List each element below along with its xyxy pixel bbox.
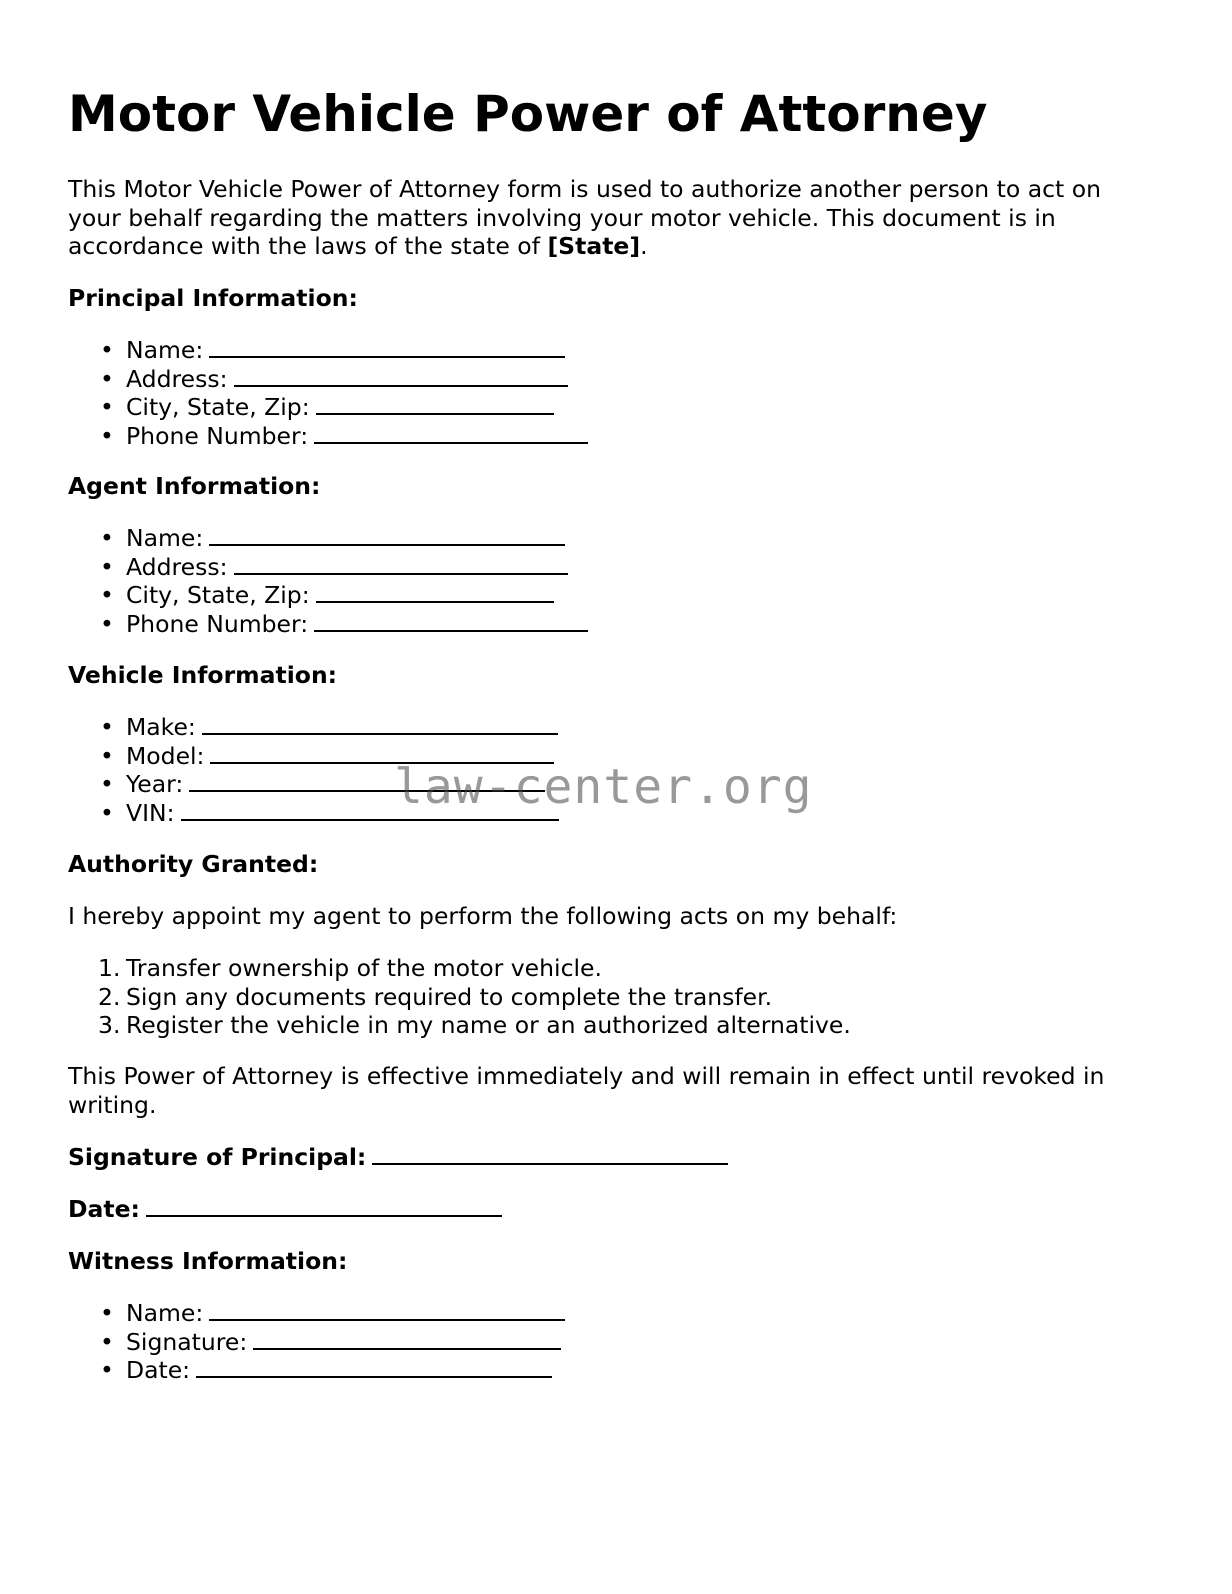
agent-city-state-zip-field[interactable] [68, 581, 588, 610]
effective-statement: This Power of Attorney is effective immediately and will remain in effect until revoked in writing. [68, 1062, 1105, 1119]
blank-line [314, 422, 588, 444]
agent-fields [68, 524, 588, 638]
agent-phone-field[interactable] [68, 610, 588, 639]
principal-signature-line[interactable] [68, 1143, 728, 1172]
field-label: Name: [126, 524, 204, 552]
vehicle-heading: Vehicle Information: [68, 661, 338, 689]
agent-heading: Agent Information: [68, 472, 321, 500]
intro-period: . [640, 232, 648, 260]
principal-phone-field[interactable] [68, 422, 588, 451]
blank-line [202, 713, 558, 735]
principal-name-field[interactable] [68, 336, 588, 365]
witness-signature-field[interactable] [68, 1328, 565, 1357]
agent-address-field[interactable] [68, 553, 588, 582]
date-label: Date: [68, 1195, 140, 1223]
act-text: Sign any documents required to complete the transfer. [126, 982, 773, 1011]
authority-intro: I hereby appoint my agent to perform the following acts on my behalf: [68, 902, 898, 930]
field-label: City, State, Zip: [126, 393, 310, 421]
authority-heading: Authority Granted: [68, 850, 319, 878]
authority-acts-list [68, 954, 851, 1040]
document-title: Motor Vehicle Power of Attorney [68, 85, 988, 143]
principal-address-field[interactable] [68, 365, 588, 394]
intro-paragraph [68, 175, 1148, 261]
principal-fields [68, 336, 588, 450]
blank-line [196, 1356, 552, 1378]
blank-line [146, 1195, 502, 1217]
witness-date-field[interactable] [68, 1356, 565, 1385]
field-label: Model: [126, 741, 205, 770]
field-label: Name: [126, 1299, 204, 1327]
authority-act-item [68, 954, 851, 983]
field-label: Address: [126, 364, 228, 393]
field-label: Address: [126, 552, 228, 581]
blank-line [314, 610, 588, 632]
witness-name-field[interactable] [68, 1299, 565, 1328]
authority-act-item [68, 1011, 851, 1040]
principal-city-state-zip-field[interactable] [68, 393, 588, 422]
blank-line [316, 393, 554, 415]
blank-line [234, 553, 568, 575]
blank-line [234, 365, 568, 387]
blank-line [372, 1143, 728, 1165]
act-text: Transfer ownership of the motor vehicle. [126, 954, 602, 982]
blank-line [316, 581, 554, 603]
field-label: Phone Number: [126, 421, 309, 450]
blank-line [253, 1328, 561, 1350]
agent-name-field[interactable] [68, 524, 588, 553]
authority-act-item [68, 983, 851, 1012]
state-placeholder: [State] [547, 232, 641, 260]
signature-label: Signature of Principal: [68, 1143, 367, 1171]
act-text: Register the vehicle in my name or an authorized alternative. [126, 1011, 851, 1039]
field-label: Name: [126, 336, 204, 364]
field-label: Make: [126, 713, 196, 741]
vehicle-make-field[interactable] [68, 713, 559, 742]
field-label: Date: [126, 1356, 191, 1384]
witness-heading: Witness Information: [68, 1247, 348, 1275]
act-number: 3. [98, 1011, 121, 1039]
field-label: Phone Number: [126, 609, 309, 638]
watermark: law-center.org [394, 759, 813, 815]
blank-line [209, 1299, 565, 1321]
field-label: Year: [126, 770, 184, 798]
blank-line [209, 524, 565, 546]
intro-text: This Motor Vehicle Power of Attorney form is used to authorize another person to act on your behalf regarding the matters involving your motor vehicle. This document is in accordance with the laws of the state of [68, 175, 1101, 260]
act-number: 1. [98, 954, 121, 982]
act-number: 2. [98, 982, 121, 1011]
principal-date-line[interactable] [68, 1195, 502, 1224]
field-label: Signature: [126, 1327, 248, 1356]
blank-line [209, 336, 565, 358]
principal-heading: Principal Information: [68, 284, 358, 312]
field-label: City, State, Zip: [126, 581, 310, 609]
field-label: VIN: [126, 798, 175, 827]
witness-fields [68, 1299, 565, 1385]
